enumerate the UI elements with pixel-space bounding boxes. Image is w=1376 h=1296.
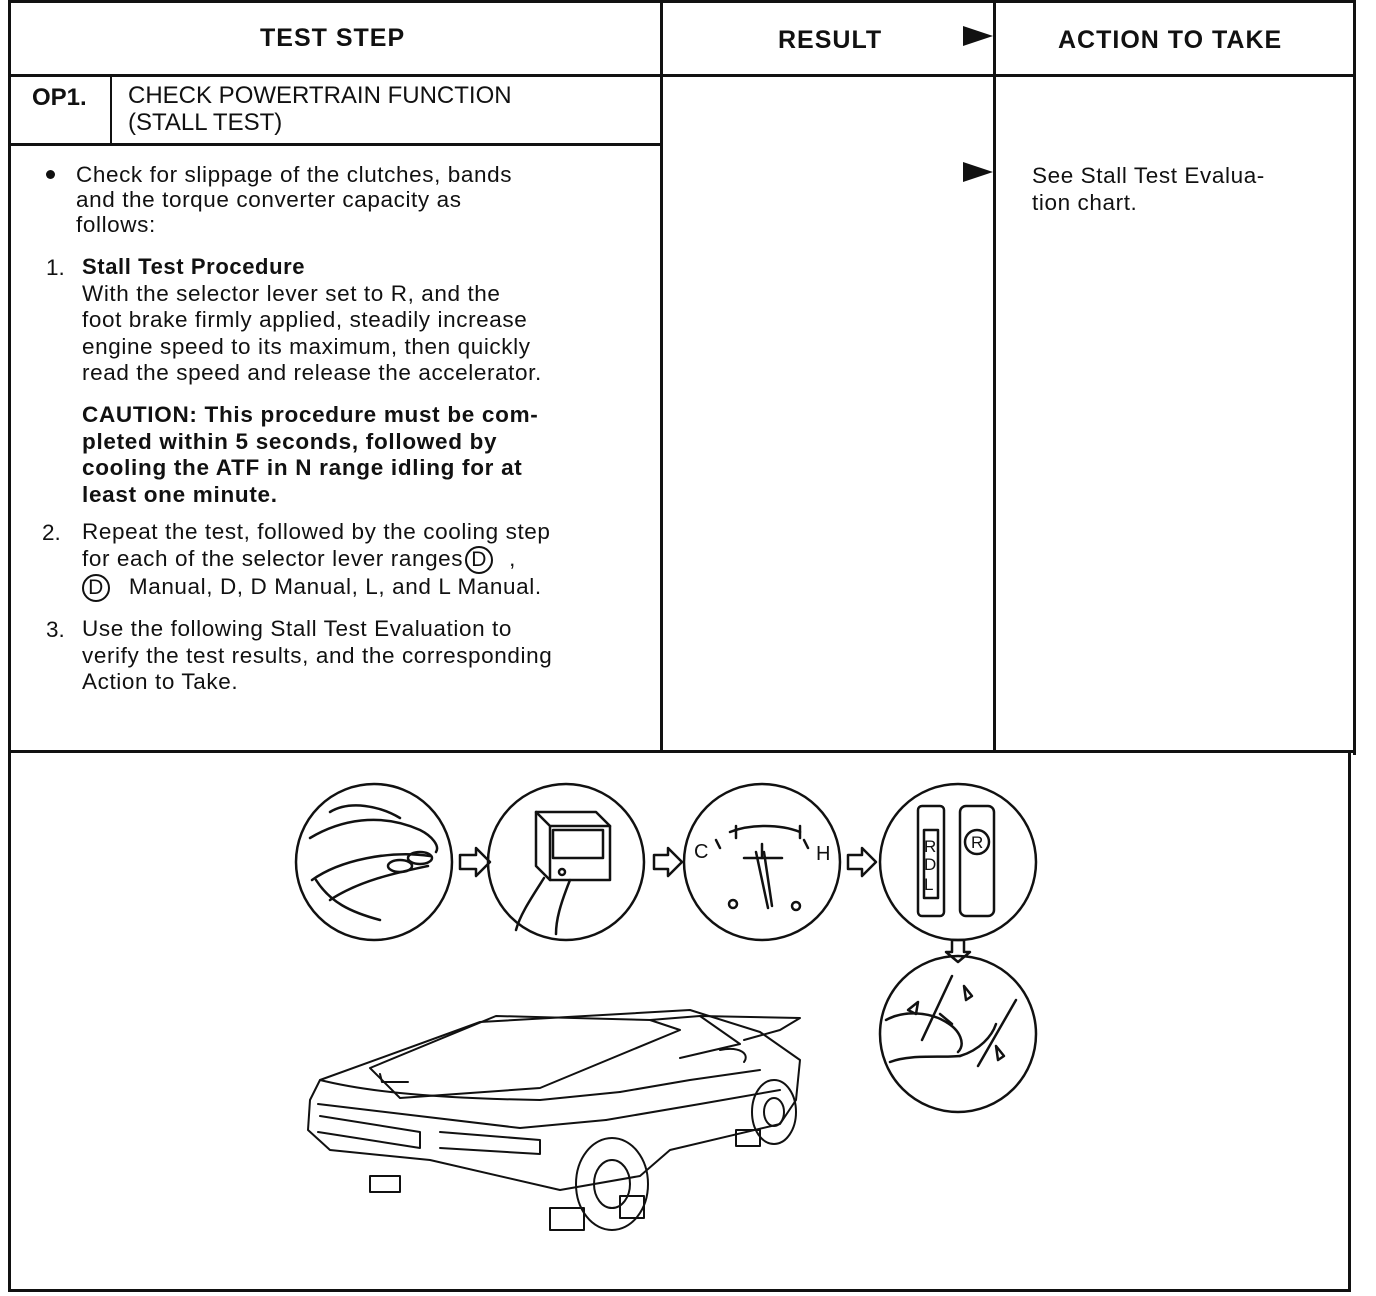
item3-line-1: Use the following Stall Test Evaluation to: [82, 616, 513, 641]
header-test-step: TEST STEP: [260, 24, 406, 52]
action-line-2: tion chart.: [1032, 190, 1138, 215]
action-line-1: See Stall Test Evalua-: [1032, 163, 1265, 188]
item2-comma: ,: [509, 545, 517, 571]
intro-line-1: Check for slippage of the clutches, bands: [76, 162, 513, 187]
flow-arrow-3-icon: [848, 848, 876, 876]
item1-line-2: foot brake firmly applied, steadily increase: [82, 307, 528, 332]
item2-line-2-text: for each of the selector lever ranges: [82, 545, 464, 571]
item1-line-1: With the selector lever set to R, and the: [82, 280, 501, 306]
caution-line-3: cooling the ATF in N range idling for at: [82, 455, 523, 480]
flow-arrow-down-icon: [946, 940, 970, 962]
hand-lever-icon: [880, 956, 1036, 1112]
car-on-chocks-illustration: [308, 1010, 800, 1230]
item1-number: 1.: [46, 255, 65, 280]
tachometer-icon: [488, 784, 644, 940]
gauge-cold-label: C: [694, 841, 709, 863]
caution-line-4: least one minute.: [82, 481, 278, 507]
gauge-hot-label: H: [816, 843, 831, 865]
step-number: OP1.: [32, 84, 87, 111]
step-title-line2: (STALL TEST): [128, 109, 283, 136]
selector-lever-icon: [880, 784, 1036, 940]
item2-number: 2.: [42, 520, 61, 545]
item3-line-2: verify the test results, and the corresponding: [82, 642, 553, 668]
item3-number: 3.: [46, 617, 65, 642]
header-action-to-take: ACTION TO TAKE: [1058, 26, 1283, 54]
intro-line-3: follows:: [76, 212, 156, 237]
item2-line-3-text: Manual, D, D Manual, L, and L Manual.: [128, 573, 542, 599]
header-result: RESULT: [778, 26, 883, 54]
item1-line-4: read the speed and release the accelerator.: [82, 360, 542, 385]
caution-line-1: CAUTION: This procedure must be com-: [82, 402, 539, 427]
item3-line-3: Action to Take.: [82, 669, 239, 694]
circled-d-range-2: D: [82, 574, 110, 602]
circled-d-range-1: D: [465, 546, 493, 574]
item1-title: Stall Test Procedure: [82, 254, 306, 279]
flow-arrow-1-icon: [460, 848, 490, 876]
selector-d-label: D: [924, 855, 937, 874]
selector-r-label: R: [924, 837, 937, 856]
intro-line-2: and the torque converter capacity as: [76, 187, 462, 212]
caution-line-2: pleted within 5 seconds, followed by: [82, 428, 498, 454]
item1-line-3: engine speed to its maximum, then quickly: [82, 333, 531, 359]
selector-circled-r-label: R: [971, 833, 984, 852]
foot-brake-icon: [296, 784, 452, 940]
step-title-line1: CHECK POWERTRAIN FUNCTION: [128, 82, 512, 109]
flow-arrow-2-icon: [654, 848, 682, 876]
item2-line-1: Repeat the test, followed by the cooling step: [82, 519, 551, 544]
selector-l-label: L: [924, 875, 934, 894]
